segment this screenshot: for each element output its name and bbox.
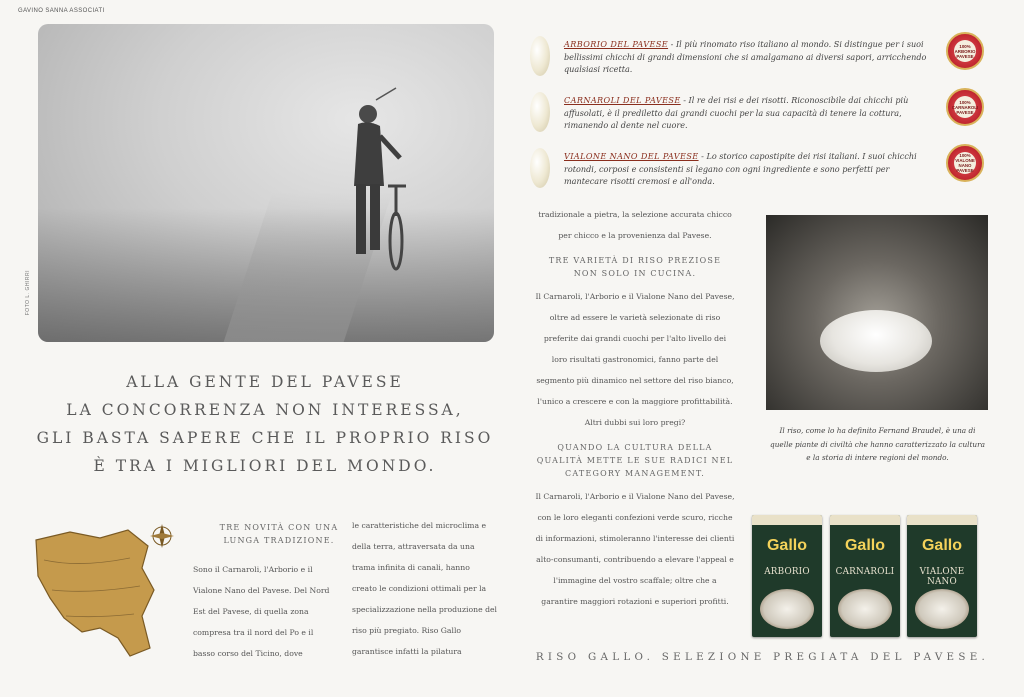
body-column-3: [535, 204, 735, 612]
pavese-map-illustration: [30, 520, 180, 660]
selezione-pregiata-seal-icon: [946, 32, 984, 70]
man-with-bicycle-silhouette: [338, 86, 408, 276]
rice-plate-icon: [838, 589, 892, 629]
variety-description: - Lo storico capostipite dei risi italiani. I suoi chicchi rotondi, corposi e consistenti si legano con ogni ingrediente e sono perfetti per mantecare risotti cremosi e all'onda.: [564, 151, 917, 187]
photo-caption: Il riso, come lo ha definito Fernand Braudel, è una di quelle piante di civiltà che hanno caratterizzato la cultura e la storia di intere regioni del mondo.: [770, 426, 985, 462]
body-text: le caratteristiche del microclima e della terra, attraversata da una trama infinita di canali, hanno creato le condizioni ottimali per la specializzazione nella produzione del riso più pregiato. Riso Gallo garantisce infatti la pilatura: [352, 521, 497, 656]
rice-grain-icon: [530, 148, 550, 188]
variety-carnaroli: [530, 86, 940, 136]
pack-variety: ARBORIO: [764, 567, 810, 577]
seal-label: 100% VIALONE NANO PAVESE: [955, 153, 975, 173]
photo-man-with-bicycle-in-fog: [38, 24, 494, 342]
brand-logo: Gallo: [921, 537, 962, 554]
brand-logo: Gallo: [844, 537, 885, 554]
body-text: Il Carnaroli, l'Arborio e il Vialone Nano del Pavese, oltre ad essere le varietà selezionate di riso preferite dai grandi cuochi per l'alto livello dei loro risultati gastronomici, fanno parte del segmento più dinamico nel settore del riso bianco, l'unico a crescere e con la maggiore profittabilità. Altri dubbi sui loro pregi?: [535, 292, 735, 427]
variety-name: CARNAROLI DEL PAVESE: [564, 95, 681, 105]
variety-arborio: [530, 30, 940, 80]
pack-variety: CARNAROLI: [835, 567, 895, 577]
rice-pile: [820, 310, 932, 372]
variety-description: - Il re dei risi e dei risotti. Riconoscibile dai chicchi più affusolati, è il prediletto dai grandi cuochi per la sua capacità di tenere la cottura, rimanendo al dente nel cuore.: [564, 95, 909, 131]
section-title: TRE VARIETÀ DI RISO PREZIOSE NON SOLO IN CUCINA.: [548, 256, 722, 278]
headline-line: ALLA GENTE DEL PAVESE: [126, 373, 404, 391]
tagline: RISO GALLO. SELEZIONE PREGIATA DEL PAVESE.: [535, 651, 990, 663]
rice-plate-icon: [915, 589, 969, 629]
section-title: QUANDO LA CULTURA DELLA QUALITÀ METTE LE SUE RADICI NEL CATEGORY MANAGEMENT.: [536, 443, 734, 478]
photo-hands-holding-rice: [766, 215, 988, 410]
variety-name: ARBORIO DEL PAVESE: [564, 39, 669, 49]
headline-line: GLI BASTA SAPERE CHE IL PROPRIO RISO: [36, 429, 494, 447]
rice-pack-vialone-nano: [907, 515, 977, 637]
seal-label: 100% CARNAROLI PAVESE: [951, 99, 979, 115]
selezione-pregiata-seal-icon: [946, 144, 984, 182]
brand-logo: Gallo: [766, 537, 807, 554]
headline-line: È TRA I MIGLIORI DEL MONDO.: [93, 457, 437, 475]
rice-plate-icon: [760, 589, 814, 629]
photo-credit: FOTO L. GHIRRI: [25, 270, 31, 316]
headline-line: LA CONCORRENZA NON INTERESSA,: [66, 401, 464, 419]
body-text: Il Carnaroli, l'Arborio e il Vialone Nano del Pavese, con le loro eleganti confezioni verde scuro, ricche di informazioni, stimoleranno l'interesse dei clienti alto-consumanti, contribuendo a elevare l'appeal e l'immagine del vostro scaffale; oltre che a garantire maggiori rotazioni e superiori profitti.: [535, 492, 735, 606]
rice-grain-icon: [530, 92, 550, 132]
seal-label: 100% ARBORIO PAVESE: [954, 43, 976, 59]
body-text: Sono il Carnaroli, l'Arborio e il Vialone Nano del Pavese. Del Nord Est del Pavese, di quella zona compresa tra il nord del Po e il basso corso del Ticino, dove: [193, 565, 330, 658]
variety-vialone-nano: [530, 142, 940, 192]
variety-name: VIALONE NANO DEL PAVESE: [564, 151, 699, 161]
rice-grain-icon: [530, 36, 550, 76]
rice-pack-carnaroli: [830, 515, 900, 637]
compass-icon: [150, 524, 174, 548]
selezione-pregiata-seal-icon: [946, 88, 984, 126]
pack-variety: VIALONE NANO: [919, 567, 965, 587]
rice-pack-arborio: [752, 515, 822, 637]
headline: [20, 368, 510, 480]
variety-description: - Il più rinomato riso italiano al mondo. Si distingue per i suoi bellissimi chicchi di grandi dimensioni che si amalgamano ai diversi sapori, arricchendo qualsiasi ricetta.: [564, 39, 927, 75]
agency-credit: GAVINO SANNA ASSOCIATI: [18, 8, 105, 14]
body-text: tradizionale a pietra, la selezione accurata chicco per chicco e la provenienza dal Pavese.: [538, 210, 732, 240]
section-title: TRE NOVITÀ CON UNA LUNGA TRADIZIONE.: [219, 523, 339, 545]
